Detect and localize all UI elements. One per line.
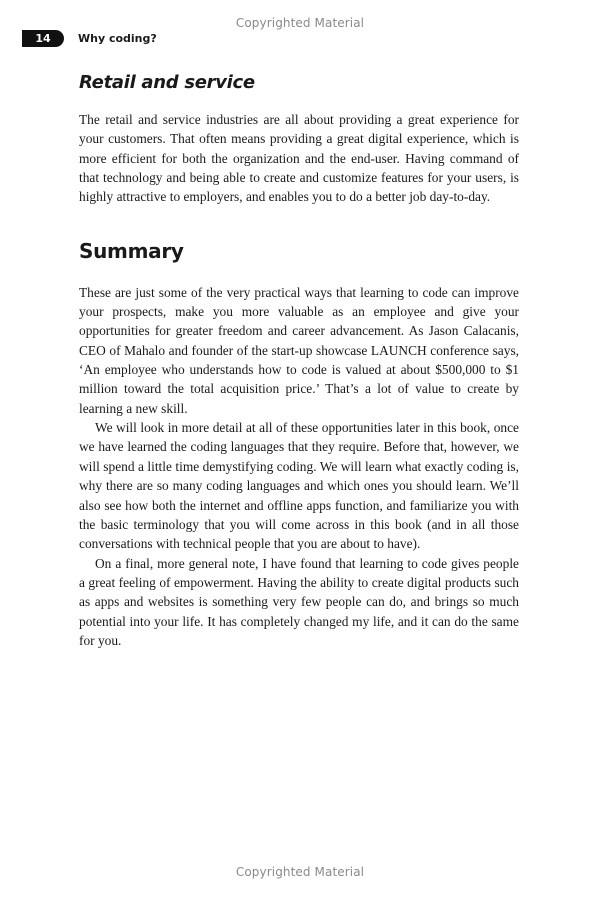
summary-paragraph-2: We will look in more detail at all of these opportunities later in this book, once we have learned the coding languages that they require. Before that, however, we will spend a little time demystifying coding. We will learn what exactly coding is, why there are so many coding languages and which ones you should learn. We’ll also see how both the internet and offline apps function, and familiarize you with the basic terminology that you will come across in this book (and in all those conversations with technical people that you are about to have). bbox=[79, 420, 519, 552]
copyright-watermark-top: Copyrighted Material bbox=[235, 16, 365, 30]
summary-heading: Summary bbox=[79, 238, 184, 263]
running-head bbox=[22, 30, 157, 47]
chapter-title: Why coding? bbox=[78, 32, 157, 45]
page-content bbox=[79, 70, 519, 650]
copyright-watermark-bottom: Copyrighted Material bbox=[235, 865, 365, 879]
retail-paragraph: The retail and service industries are all about providing a great experience for your customers. That often means providing a great digital experience, which is more efficient for both the organization and the end-user. Having command of that technology and being able to create and customize features for your users, is highly attractive to employers, and enables you to do a better job day-to-day. bbox=[79, 112, 519, 205]
retail-heading: Retail and service bbox=[79, 72, 255, 93]
summary-paragraph-1: These are just some of the very practical ways that learning to code can improve your prospects, make you more valuable as an employee and give your opportunities for greater freedom and career advancement. As Jason Calacanis, CEO of Mahalo and founder of the start-up showcase LAUNCH conference says, ‘An employee who understands how to code is valued at about $500,000 to $1 million toward the total acquisition price.’ That’s a lot of value to create by learning a new skill. bbox=[79, 284, 519, 416]
summary-paragraph-3: On a final, more general note, I have found that learning to code gives people a great feeling of empowerment. Having the ability to create digital products such as apps and websites is something very few people can do, and brings so much potential into your life. It has completely changed my life, and it can do the same for you. bbox=[79, 555, 519, 648]
page-number: 14 bbox=[22, 30, 64, 47]
